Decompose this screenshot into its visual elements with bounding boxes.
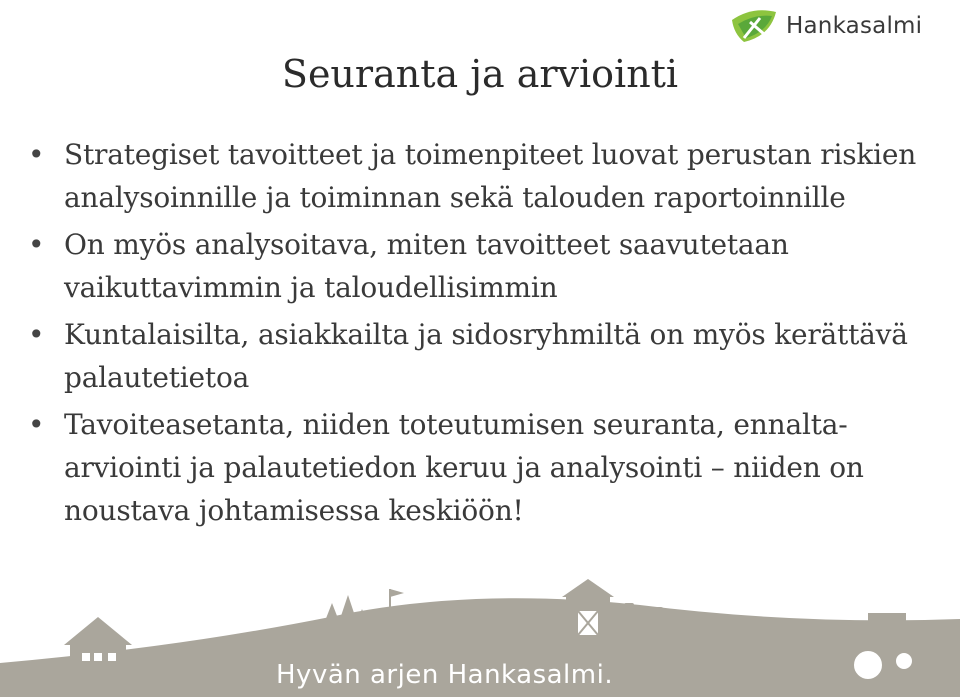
hankasalmi-leaf-icon xyxy=(730,6,780,46)
slide-title: Seuranta ja arviointi xyxy=(281,52,679,96)
hankasalmi-logo xyxy=(730,4,952,48)
house-icon xyxy=(64,617,132,677)
footer-landscape xyxy=(0,557,960,697)
bullet-item: • Tavoiteasetanta, niiden toteutumisen seuranta, ennalta-arviointi ja palautetiedon keruu ja analysointi – niiden on noustava johtamisessa keskiöön! xyxy=(28,403,938,532)
footer-slogan: Hyvän arjen Hankasalmi. xyxy=(276,660,614,690)
barn-icon xyxy=(562,579,614,635)
bullet-item: • Kuntalaisilta, asiakkailta ja sidosryhmiltä on myös kerättävä palautetietoa xyxy=(28,313,938,399)
logo-text: Hankasalmi xyxy=(786,13,923,39)
bullet-list xyxy=(28,133,938,536)
bullet-item: • Strategiset tavoitteet ja toimenpiteet luovat perustan riskien analysoinnille ja toiminnan sekä talouden raportoinnille xyxy=(28,133,938,219)
bullet-item: • On myös analysoitava, miten tavoitteet saavutetaan vaikuttavimmin ja taloudellisimmin xyxy=(28,223,938,309)
